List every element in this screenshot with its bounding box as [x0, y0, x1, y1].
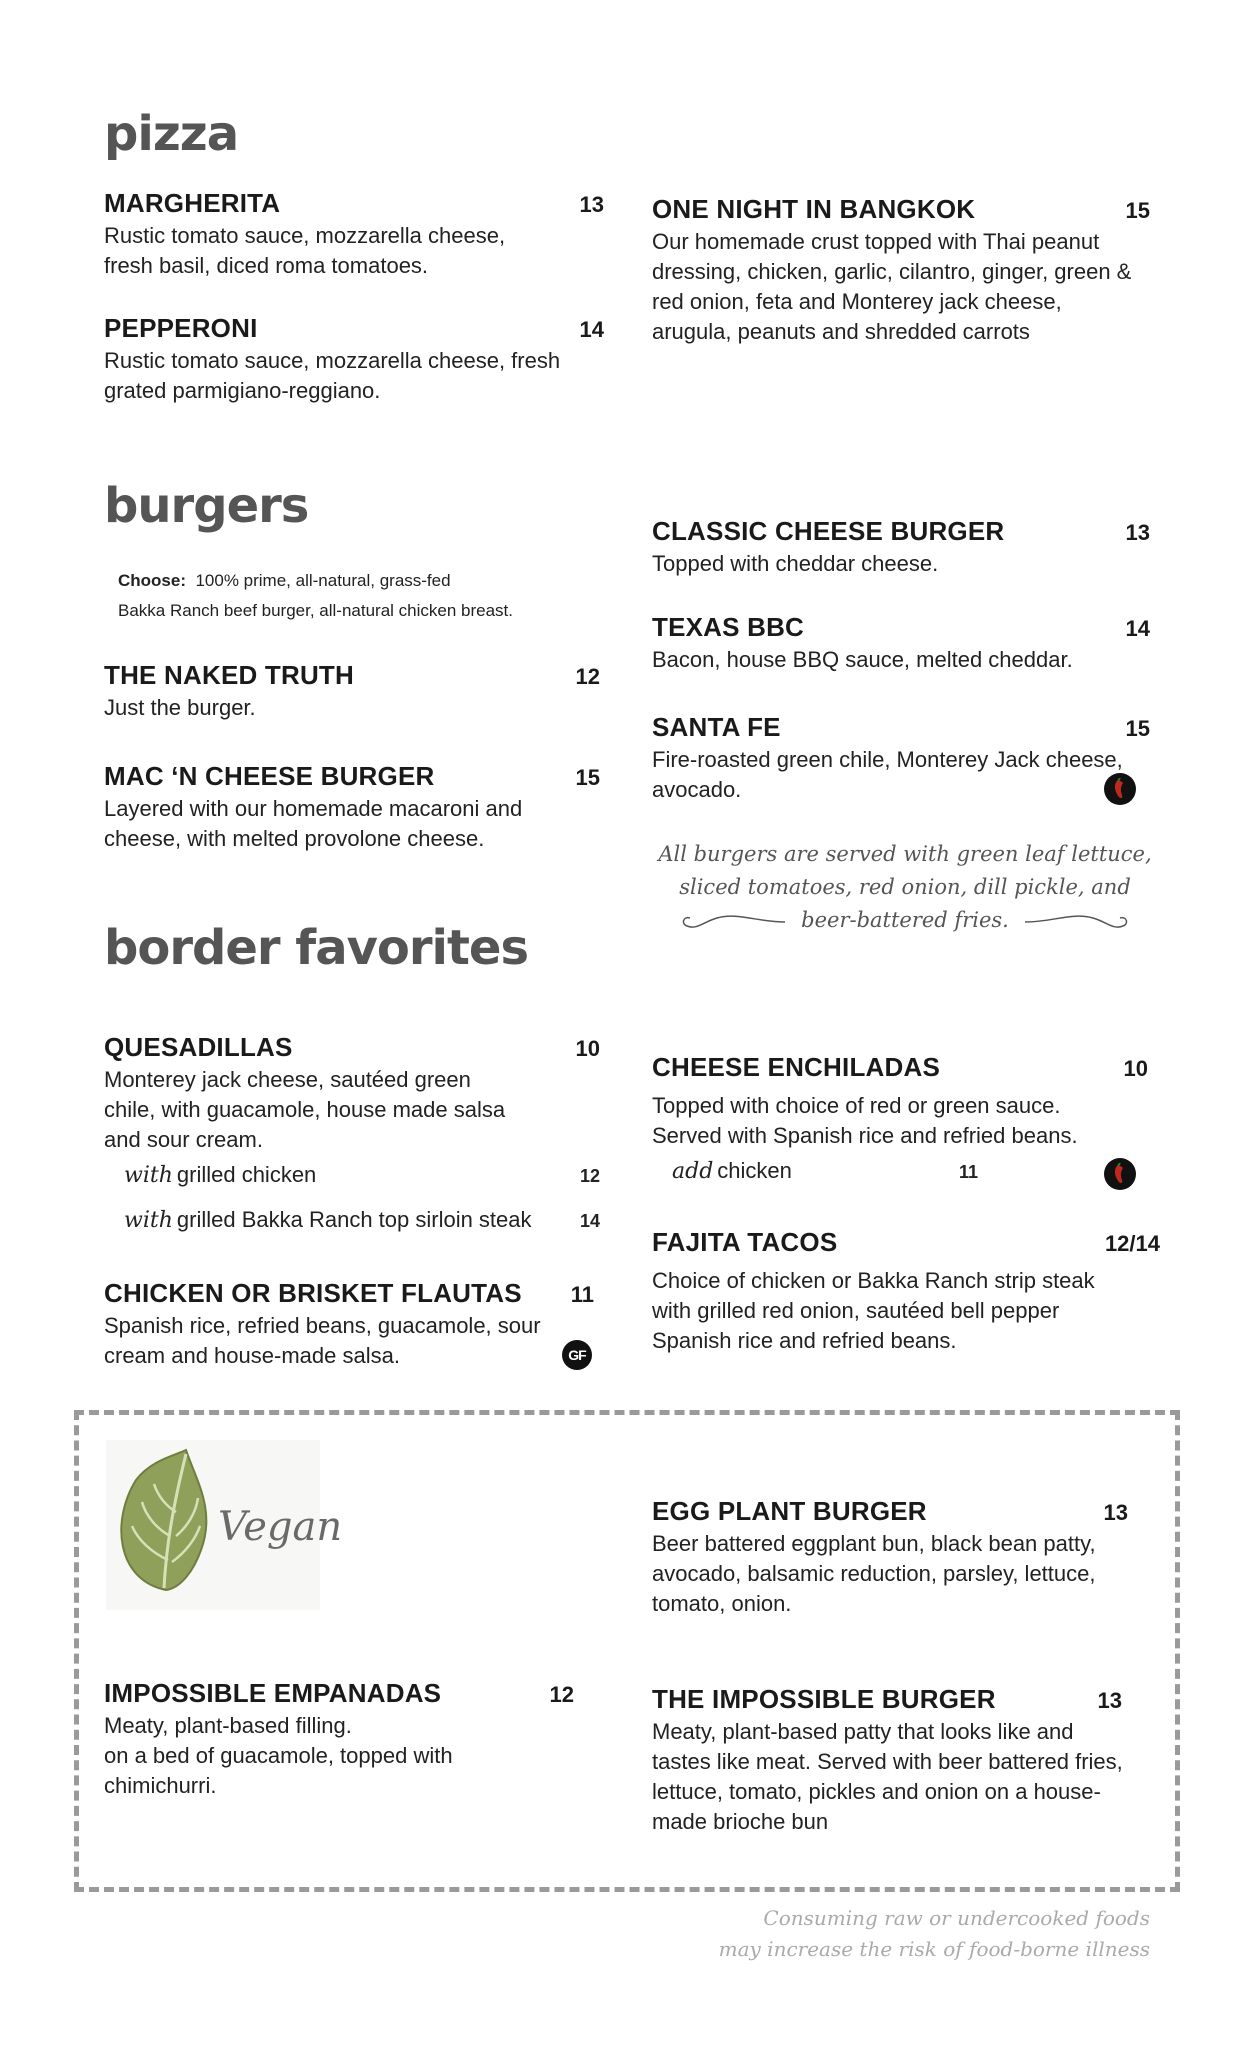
item-name: MARGHERITA — [104, 188, 281, 218]
item-description: Topped with cheddar cheese. — [652, 551, 939, 576]
menu-item-classic-cheese-burger — [652, 516, 1150, 579]
menu-item-fajita-tacos — [652, 1227, 1160, 1356]
menu-item-mac-n-cheese-burger — [104, 761, 600, 854]
item-price: 14 — [579, 317, 604, 342]
addon-sirloin-steak — [124, 1207, 600, 1233]
menu-item-pepperoni — [104, 313, 604, 406]
item-name: FAJITA TACOS — [652, 1227, 838, 1257]
item-name: EGG PLANT BURGER — [652, 1496, 927, 1526]
menu-item-impossible-empanadas — [104, 1678, 574, 1801]
item-description: Rustic tomato sauce, mozzarella cheese, fresh basil, diced roma tomatoes. — [104, 223, 506, 278]
item-name: CLASSIC CHEESE BURGER — [652, 516, 1005, 546]
item-name: CHICKEN OR BRISKET FLAUTAS — [104, 1278, 522, 1308]
chile-pepper-icon — [1104, 1158, 1136, 1190]
item-name: SANTA FE — [652, 712, 781, 742]
menu-item-margherita — [104, 188, 604, 281]
item-name: ONE NIGHT IN BANGKOK — [652, 194, 976, 224]
item-price: 13 — [1125, 520, 1150, 545]
addon-price: 12 — [579, 1166, 600, 1186]
item-name: TEXAS BBC — [652, 612, 805, 642]
menu-item-the-impossible-burger — [652, 1684, 1122, 1837]
footnote-line-1: Consuming raw or undercooked foods — [763, 1906, 1150, 1930]
flourish-left-icon — [677, 908, 787, 934]
item-name: THE IMPOSSIBLE BURGER — [652, 1684, 996, 1714]
item-price: 10 — [1123, 1056, 1148, 1081]
menu-item-egg-plant-burger — [652, 1496, 1128, 1619]
item-description: Just the burger. — [104, 695, 256, 720]
item-price: 13 — [1097, 1688, 1122, 1713]
item-description: Spanish rice, refried beans, guacamole, sour cream and house-made salsa. — [104, 1313, 541, 1368]
section-title-border-favorites: border favorites — [104, 920, 529, 976]
vegan-logo-text: Vegan — [218, 1504, 343, 1550]
addon-text: chicken — [717, 1158, 792, 1183]
choose-line-2: Bakka Ranch beef burger, all-natural chicken breast. — [118, 601, 514, 620]
addon-add-chicken — [672, 1158, 978, 1184]
choose-line-1: 100% prime, all-natural, grass-fed — [195, 571, 451, 590]
item-price: 12 — [549, 1682, 574, 1707]
item-price: 13 — [579, 192, 604, 217]
item-description: Our homemade crust topped with Thai peanut dressing, chicken, garlic, cilantro, ginger, green & red onion, feta and Monterey jack cheese, arugula, peanuts and shredded carrots — [652, 229, 1132, 344]
choose-label: Choose: — [118, 571, 186, 590]
menu-item-santa-fe — [652, 712, 1150, 805]
addon-price: 14 — [579, 1211, 600, 1231]
addon-script: with — [124, 1163, 173, 1188]
burgers-served-with-note — [640, 838, 1170, 937]
burgers-choose-note — [118, 566, 588, 626]
item-description-line-1: Meaty, plant-based filling. — [104, 1713, 352, 1738]
item-price: 13 — [1103, 1500, 1128, 1525]
item-description: Meaty, plant-based patty that looks like and tastes like meat. Served with beer battered fries, lettuce, tomato, pickles and onion on a house-made brioche bun — [652, 1719, 1123, 1834]
item-name: IMPOSSIBLE EMPANADAS — [104, 1678, 442, 1708]
vegan-logo — [106, 1440, 343, 1610]
footnote-line-2: may increase the risk of food-borne illness — [718, 1937, 1150, 1961]
item-description: Bacon, house BBQ sauce, melted cheddar. — [652, 647, 1073, 672]
item-price: 10 — [575, 1036, 600, 1061]
menu-item-quesadillas — [104, 1032, 600, 1155]
item-description: Choice of chicken or Bakka Ranch strip steak with grilled red onion, sautéed bell pepper Spanish rice and refried beans. — [652, 1268, 1095, 1353]
addon-text: grilled Bakka Ranch top sirloin steak — [176, 1207, 532, 1232]
gluten-free-icon: GF — [562, 1340, 592, 1370]
addon-price: 11 — [958, 1162, 978, 1182]
note-line-2: sliced tomatoes, red onion, dill pickle, and — [679, 875, 1131, 899]
menu-item-one-night-in-bangkok — [652, 194, 1150, 347]
note-line-3: beer-battered fries. — [801, 908, 1009, 932]
menu-item-the-naked-truth — [104, 660, 600, 723]
item-description: Beer battered eggplant bun, black bean patty, avocado, balsamic reduction, parsley, lettuce, tomato, onion. — [652, 1531, 1096, 1616]
menu-item-flautas — [104, 1278, 594, 1371]
addon-script: with — [124, 1208, 173, 1233]
item-name: PEPPERONI — [104, 313, 258, 343]
addon-text: grilled chicken — [176, 1162, 317, 1187]
menu-item-cheese-enchiladas — [652, 1052, 1148, 1151]
item-price: 14 — [1125, 616, 1150, 641]
chile-pepper-icon — [1104, 773, 1136, 805]
menu-item-texas-bbc — [652, 612, 1150, 675]
addon-script: add — [672, 1159, 714, 1184]
item-description: Monterey jack cheese, sautéed green chile, with guacamole, house made salsa and sour cream. — [104, 1067, 506, 1152]
note-line-1: All burgers are served with green leaf lettuce, — [658, 842, 1152, 866]
section-title-pizza: pizza — [104, 106, 239, 162]
item-description: Rustic tomato sauce, mozzarella cheese, fresh grated parmigiano-reggiano. — [104, 348, 561, 403]
item-description-line-2: on a bed of guacamole, topped with chimichurri. — [104, 1743, 453, 1798]
item-price: 15 — [1125, 198, 1150, 223]
section-title-burgers: burgers — [104, 478, 309, 534]
flourish-right-icon — [1023, 908, 1133, 934]
item-name: QUESADILLAS — [104, 1032, 293, 1062]
item-price: 11 — [570, 1282, 594, 1307]
item-description: Topped with choice of red or green sauce. Served with Spanish rice and refried beans. — [652, 1093, 1078, 1148]
addon-grilled-chicken — [124, 1162, 600, 1188]
food-safety-footnote — [600, 1903, 1150, 1965]
item-price: 15 — [1125, 716, 1150, 741]
item-price: 12/14 — [1104, 1231, 1160, 1256]
item-price: 15 — [575, 765, 600, 790]
item-name: CHEESE ENCHILADAS — [652, 1052, 940, 1082]
item-description: Layered with our homemade macaroni and cheese, with melted provolone cheese. — [104, 796, 523, 851]
item-description: Fire-roasted green chile, Monterey Jack cheese, avocado. — [652, 747, 1123, 802]
item-name: THE NAKED TRUTH — [104, 660, 354, 690]
item-name: MAC ‘N CHEESE BURGER — [104, 761, 435, 791]
item-price: 12 — [575, 664, 600, 689]
